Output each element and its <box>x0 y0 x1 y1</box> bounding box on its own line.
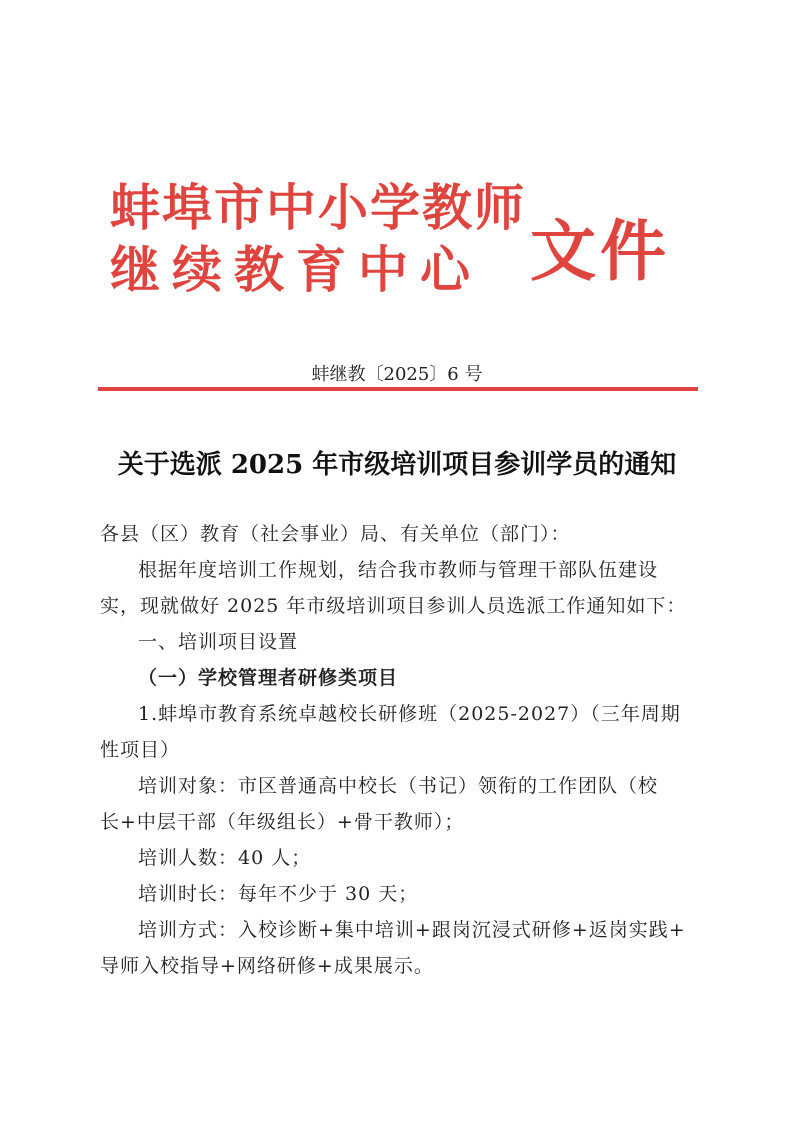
masthead-line-2: 继续教育中心 <box>110 241 482 299</box>
red-divider <box>98 387 698 391</box>
subsection-heading: （一）学校管理者研修类项目 <box>138 667 399 689</box>
target-line-1: 培训对象：市区普通高中校长（书记）领衔的工作团队（校 <box>138 775 659 797</box>
item-line-2: 性项目） <box>100 739 181 761</box>
target-line-2: 长+中层干部（年级组长）+骨干教师）； <box>100 811 465 833</box>
salutation: 各县（区）教育（社会事业）局、有关单位（部门）： <box>100 523 571 545</box>
method-line-1: 培训方式：入校诊断+集中培训+跟岗沉浸式研修+返岗实践+ <box>138 919 686 941</box>
item-line-1: 1.蚌埠市教育系统卓越校长研修班（2025-2027）（三年周期 <box>138 703 681 725</box>
masthead-document-label: 文件 <box>530 213 670 290</box>
masthead-line-1: 蚌埠市中小学教师 <box>110 179 526 237</box>
document-title: 关于选派 2025 年市级培训项目参训学员的通知 <box>117 450 677 480</box>
intro-line-2: 实，现就做好 2025 年市级培训项目参训人员选派工作通知如下： <box>100 595 687 617</box>
document-number: 蚌继教〔2025〕6 号 <box>311 364 483 385</box>
document-body <box>100 516 700 984</box>
method-line-2: 导师入校指导+网络研修+成果展示。 <box>100 955 434 977</box>
duration-line: 培训时长：每年不少于 30 天； <box>138 883 419 905</box>
masthead <box>110 168 710 308</box>
intro-line-1: 根据年度培训工作规划，结合我市教师与管理干部队伍建设 <box>138 559 659 581</box>
count-line: 培训人数：40 人； <box>138 847 312 869</box>
section-heading: 一、培训项目设置 <box>138 631 299 653</box>
